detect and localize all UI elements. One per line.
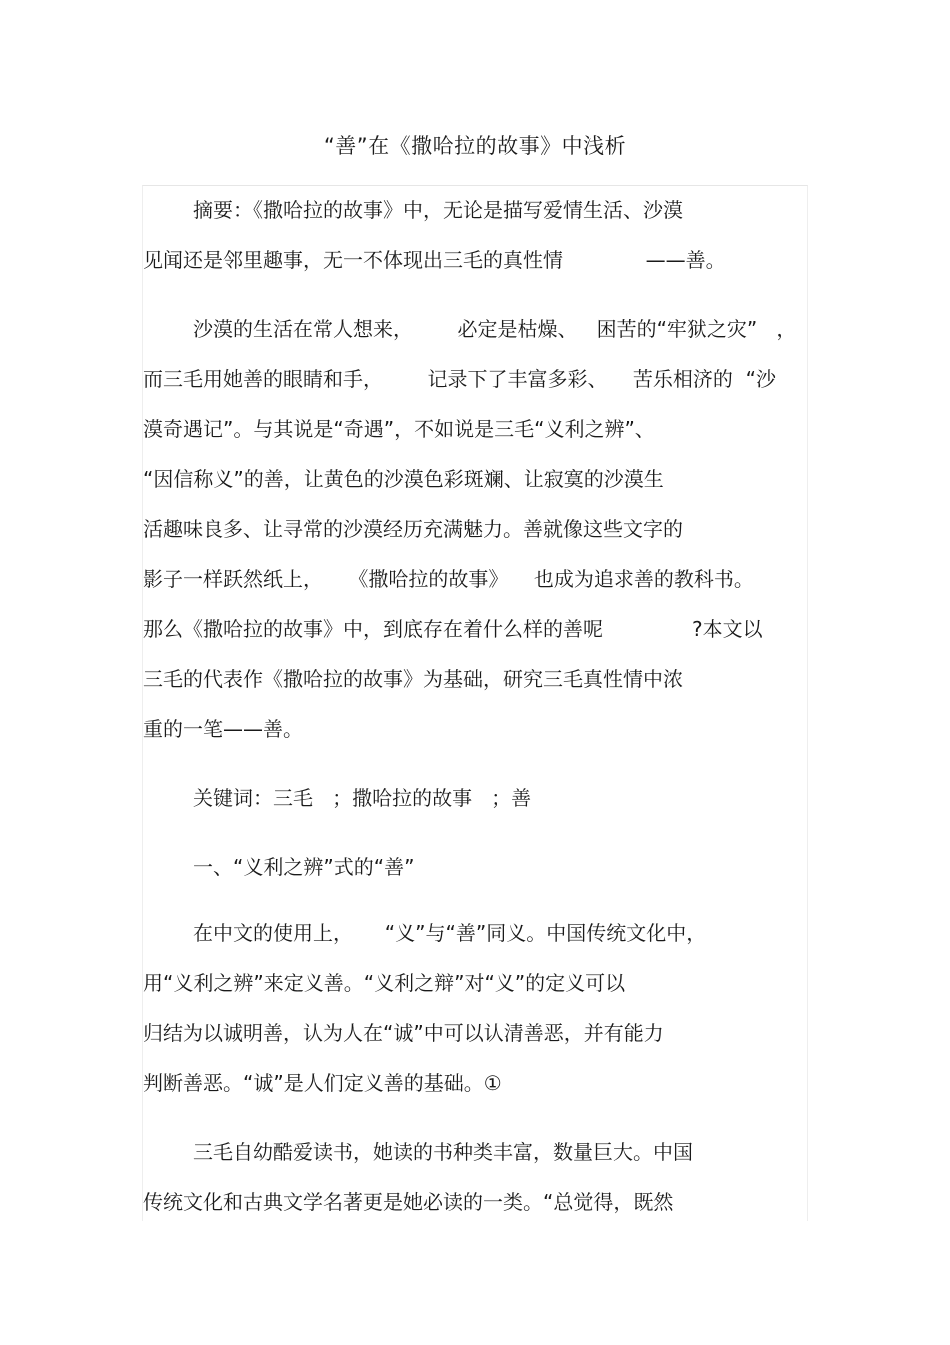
paragraph-line: 漠奇遇记”。与其说是“奇遇”，不如说是三毛“义利之辨”、 — [143, 417, 655, 441]
paragraph-line: 传统文化和古典文学名著更是她必读的一类。“总觉得，既然 — [143, 1190, 674, 1214]
paragraph-line: “因信称义”的善，让黄色的沙漠色彩斑斓、让寂寞的沙漠生 — [143, 467, 664, 491]
paragraph-line: 三毛自幼酷爱读书，她读的书种类丰富，数量巨大。中国 — [193, 1140, 693, 1164]
paragraph-line: 影子一样跃然纸上， 《撒哈拉的故事》 也成为追求善的教科书。 — [143, 567, 754, 591]
paragraph-line: 三毛的代表作《撒哈拉的故事》为基础，研究三毛真性情中浓 — [143, 667, 683, 691]
section-heading: 一、“义利之辨”式的“善” — [193, 855, 415, 879]
keywords: 关键词：三毛 ；撒哈拉的故事 ；善 — [193, 786, 532, 810]
paragraph-line: 而三毛用她善的眼睛和手， 记录下了丰富多彩、 苦乐相济的 “沙 — [143, 367, 777, 391]
abstract-line: 见闻还是邻里趣事，无一不体现出三毛的真性情 ——善。 — [143, 248, 726, 272]
paragraph-line: 重的一笔——善。 — [143, 717, 303, 741]
paragraph-line: 用“义利之辨”来定义善。“义利之辩”对“义”的定义可以 — [143, 971, 626, 995]
paragraph-line: 判断善恶。“诚”是人们定义善的基础。① — [143, 1071, 502, 1095]
paragraph-line: 沙漠的生活在常人想来， 必定是枯燥、 困苦的“牢狱之灾” ， — [193, 317, 797, 341]
paragraph-line: 在中文的使用上， “义”与“善”同义。中国传统文化中， — [193, 921, 707, 945]
paragraph-line: 归结为以诚明善，认为人在“诚”中可以认清善恶，并有能力 — [143, 1021, 664, 1045]
paragraph-line: 那么《撒哈拉的故事》中，到底存在着什么样的善呢 ?本文以 — [143, 617, 763, 641]
document-title: “善”在《撒哈拉的故事》中浅析 — [323, 134, 627, 158]
abstract-line: 摘要：《撒哈拉的故事》中，无论是描写爱情生活、沙漠 — [193, 198, 683, 222]
paragraph-line: 活趣味良多、让寻常的沙漠经历充满魅力。善就像这些文字的 — [143, 517, 683, 541]
